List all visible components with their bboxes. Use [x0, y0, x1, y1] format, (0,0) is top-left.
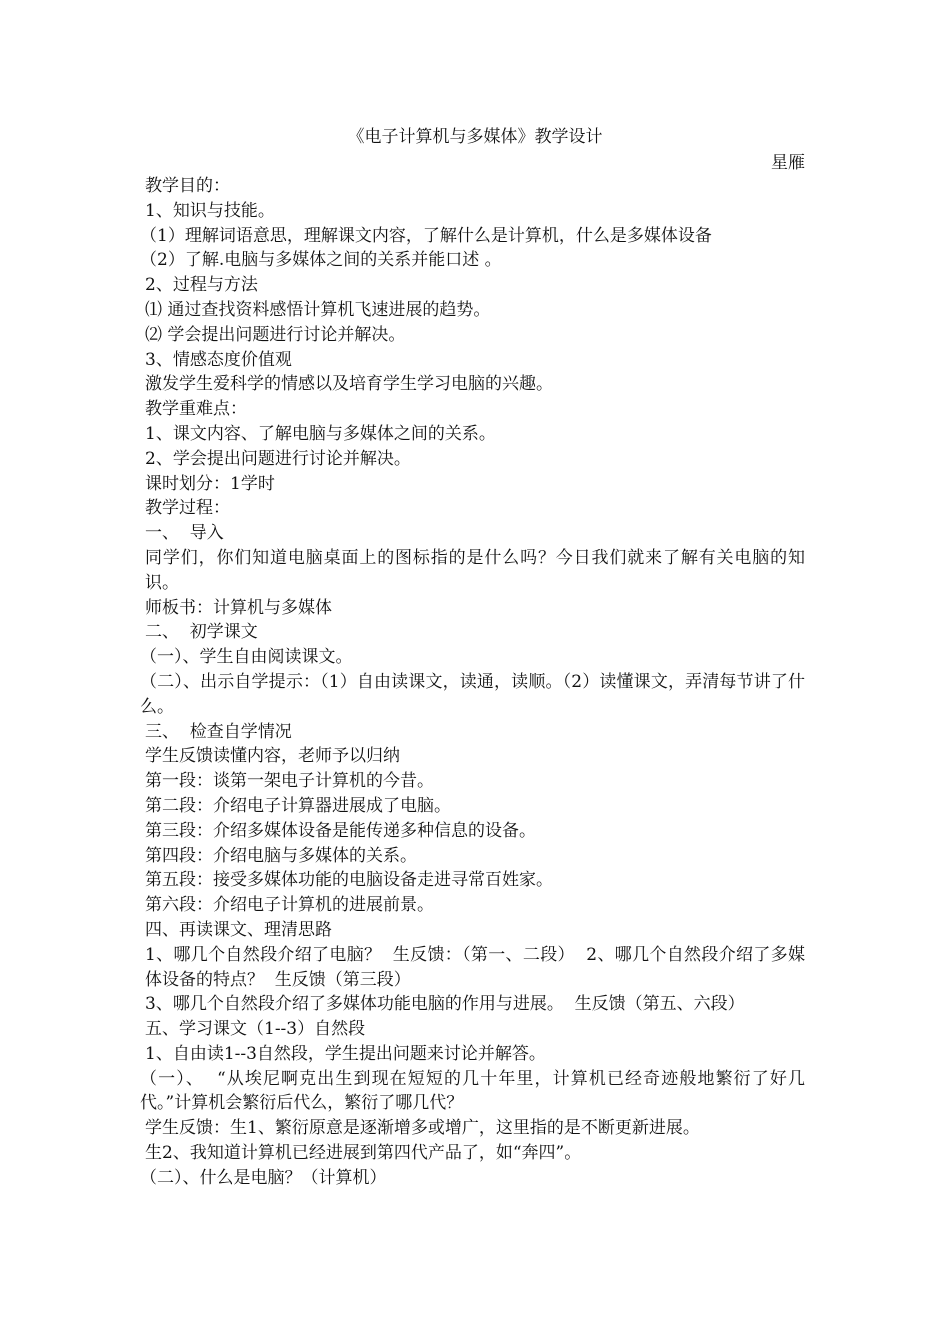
text-line: ⑵ 学会提出问题进行讨论并解决。	[145, 324, 406, 345]
text-line: 3、情感态度价值观	[145, 349, 292, 370]
text-paragraph: 同学们，你们知道电脑桌面上的图标指的是什么吗？今日我们就来了解有关电脑的知识。	[145, 547, 805, 593]
text-line: 一、 导入	[145, 523, 224, 544]
text-paragraph: 1、哪几个自然段介绍了电脑？ 生反馈：（第一、二段） 2、哪几个自然段介绍了多媒体设备的特点？ 生反馈（第三段）	[145, 944, 805, 990]
text-line: 第五段：接受多媒体功能的电脑设备走进寻常百姓家。	[145, 870, 553, 891]
text-line: ⑴ 通过查找资料感悟计算机飞速进展的趋势。	[145, 299, 491, 320]
text-line: 三、 检查自学情况	[145, 721, 292, 742]
document-title: 《电子计算机与多媒体》教学设计	[347, 127, 603, 147]
text-paragraph: 3、哪几个自然段介绍了多媒体功能电脑的作用与进展。 生反馈（第五、六段）	[145, 994, 745, 1015]
text-line: 第三段：介绍多媒体设备是能传递多种信息的设备。	[145, 820, 536, 841]
text-line: 激发学生爱科学的情感以及培育学生学习电脑的兴趣。	[145, 374, 553, 395]
document-body	[140, 174, 805, 1191]
text-line: 2、过程与方法	[145, 275, 258, 296]
section-heading: 教学过程：	[145, 498, 230, 519]
text-line: 四、再读课文、理清思路	[145, 919, 332, 940]
text-line: （二）、什么是电脑？（计算机）	[140, 1167, 387, 1188]
text-line: 五、学习课文（1--3）自然段	[145, 1019, 366, 1040]
text-line: 1、知识与技能。	[145, 200, 275, 221]
text-line: 学生反馈：生1、繁衍原意是逐渐增多或增广，这里指的是不断更新进展。	[145, 1118, 700, 1139]
text-line: 第六段：介绍电子计算机的进展前景。	[145, 895, 434, 916]
text-line: （2）了解.电脑与多媒体之间的关系并能口述 。	[140, 250, 502, 271]
text-line: 第一段：谈第一架电子计算机的今昔。	[145, 771, 434, 792]
text-line: （一）、学生自由阅读课文。	[140, 647, 353, 668]
text-line: 1、自由读1--3自然段，学生提出问题来讨论并解答。	[145, 1043, 546, 1064]
text-line: 师板书：计算机与多媒体	[145, 597, 332, 618]
section-heading: 教学目的：	[145, 176, 230, 196]
text-line: 学生反馈读懂内容，老师予以归纳	[145, 746, 400, 767]
text-line: （1）理解词语意思，理解课文内容，了解什么是计算机，什么是多媒体设备	[140, 225, 712, 246]
text-paragraph: （二）、出示自学提示：（1）自由读课文，读通，读顺。（2）读懂课文，弄清每节讲了什么。	[140, 671, 805, 717]
text-paragraph: （一）、 “从埃尼啊克出生到现在短短的几十年里，计算机已经奇迹般地繁衍了好几代。”计算机会繁衍后代么，繁衍了哪几代？	[140, 1068, 805, 1114]
text-line: 2、学会提出问题进行讨论并解决。	[145, 448, 411, 469]
text-line: 生2、我知道计算机已经进展到第四代产品了，如“奔四”。	[145, 1143, 582, 1164]
text-line: 课时划分：1学时	[145, 473, 275, 494]
text-line: 1、课文内容、了解电脑与多媒体之间的关系。	[145, 423, 496, 444]
section-heading: 教学重难点：	[145, 399, 247, 420]
text-line: 第二段：介绍电子计算器进展成了电脑。	[145, 795, 451, 816]
text-line: 二、 初学课文	[145, 622, 258, 643]
text-line: 第四段：介绍电脑与多媒体的关系。	[145, 845, 417, 866]
document-author: 星雁	[771, 153, 805, 173]
